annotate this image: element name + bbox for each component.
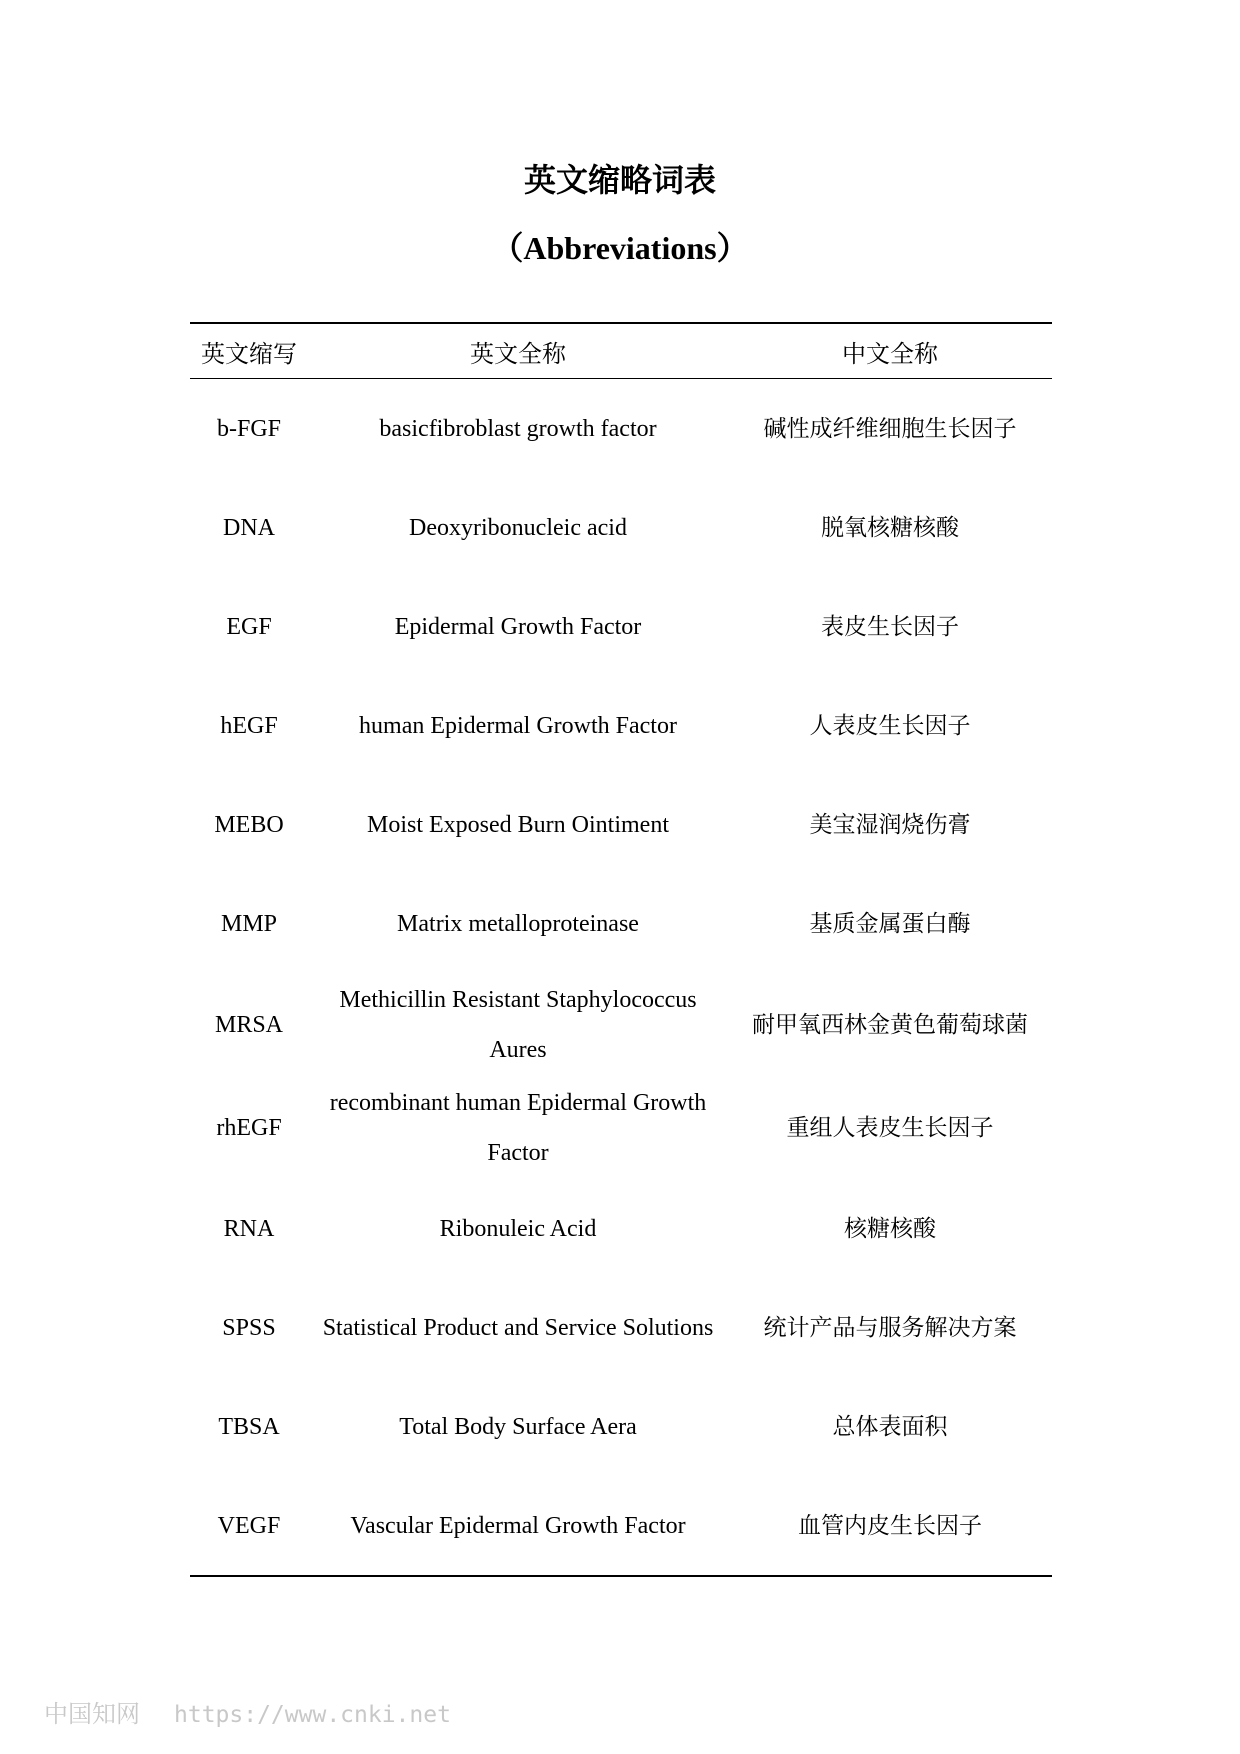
chinese-name-cell: 核糖核酸 (844, 1215, 936, 1242)
table-row (190, 874, 1052, 973)
chinese-name-cell: 血管内皮生长因子 (798, 1512, 982, 1539)
table-row (190, 478, 1052, 577)
abbreviation-cell: DNA (223, 514, 275, 541)
english-name-cell: Methicillin Resistant Staphylococcus Aures (339, 986, 697, 1063)
chinese-name-cell: 碱性成纤维细胞生长因子 (763, 415, 1017, 442)
table-row (190, 1377, 1052, 1476)
chinese-name-cell: 重组人表皮生长因子 (786, 1114, 994, 1141)
table-row (190, 577, 1052, 676)
english-name-cell: basicfibroblast growth factor (379, 415, 657, 442)
table-row (190, 1076, 1052, 1179)
header-chinese-full-name: 中文全称 (842, 339, 938, 368)
watermark-url: https://www.cnki.net (174, 1702, 451, 1728)
page-title: 英文缩略词表 (523, 161, 716, 199)
abbreviation-cell: hEGF (220, 712, 278, 739)
english-name-cell: recombinant human Epidermal Growth Factor (329, 1089, 707, 1166)
abbreviations-table (190, 322, 1052, 1577)
chinese-name-cell: 美宝湿润烧伤膏 (809, 811, 971, 838)
table-row (190, 1278, 1052, 1377)
chinese-name-cell: 基质金属蛋白酶 (809, 910, 971, 937)
english-name-cell: Deoxyribonucleic acid (409, 514, 627, 541)
english-name-cell: Ribonuleic Acid (439, 1215, 597, 1242)
english-name-cell: Moist Exposed Burn Ointiment (367, 811, 669, 838)
english-name-cell: Matrix metalloproteinase (397, 910, 639, 937)
chinese-name-cell: 表皮生长因子 (821, 613, 959, 640)
english-name-cell: Epidermal Growth Factor (394, 613, 642, 640)
abbreviation-cell: RNA (223, 1215, 275, 1242)
abbreviation-cell: MRSA (214, 1011, 284, 1038)
abbreviation-cell: rhEGF (216, 1114, 282, 1141)
english-name-cell: human Epidermal Growth Factor (359, 712, 677, 739)
english-name-cell: Statistical Product and Service Solutions (322, 1314, 714, 1341)
abbreviation-cell: TBSA (218, 1413, 280, 1440)
chinese-name-cell: 统计产品与服务解决方案 (763, 1314, 1017, 1341)
table-row (190, 775, 1052, 874)
watermark-brand: 中国知网 (44, 1700, 140, 1728)
table-row (190, 1179, 1052, 1278)
abbreviation-cell: b-FGF (216, 415, 282, 442)
table-header-row (190, 323, 1052, 379)
english-name-cell: Total Body Surface Aera (399, 1413, 637, 1440)
abbreviation-cell: EGF (226, 613, 272, 640)
header-english-full-name: 英文全称 (470, 339, 566, 368)
table-row (190, 379, 1052, 479)
chinese-name-cell: 总体表面积 (832, 1413, 948, 1440)
abbreviation-cell: MMP (220, 910, 278, 937)
page-subtitle: （Abbreviations） (491, 230, 749, 266)
abbreviation-cell: SPSS (222, 1314, 276, 1341)
table-row (190, 1476, 1052, 1576)
chinese-name-cell: 人表皮生长因子 (809, 712, 971, 739)
watermark (44, 1694, 451, 1729)
header-abbreviation: 英文缩写 (201, 339, 297, 368)
abbreviation-cell: MEBO (214, 811, 284, 838)
table-row (190, 973, 1052, 1076)
chinese-name-cell: 耐甲氧西林金黄色葡萄球菌 (752, 1011, 1028, 1038)
abbreviation-cell: VEGF (217, 1512, 281, 1539)
english-name-cell: Vascular Epidermal Growth Factor (350, 1512, 686, 1539)
chinese-name-cell: 脱氧核糖核酸 (821, 514, 959, 541)
table-row (190, 676, 1052, 775)
